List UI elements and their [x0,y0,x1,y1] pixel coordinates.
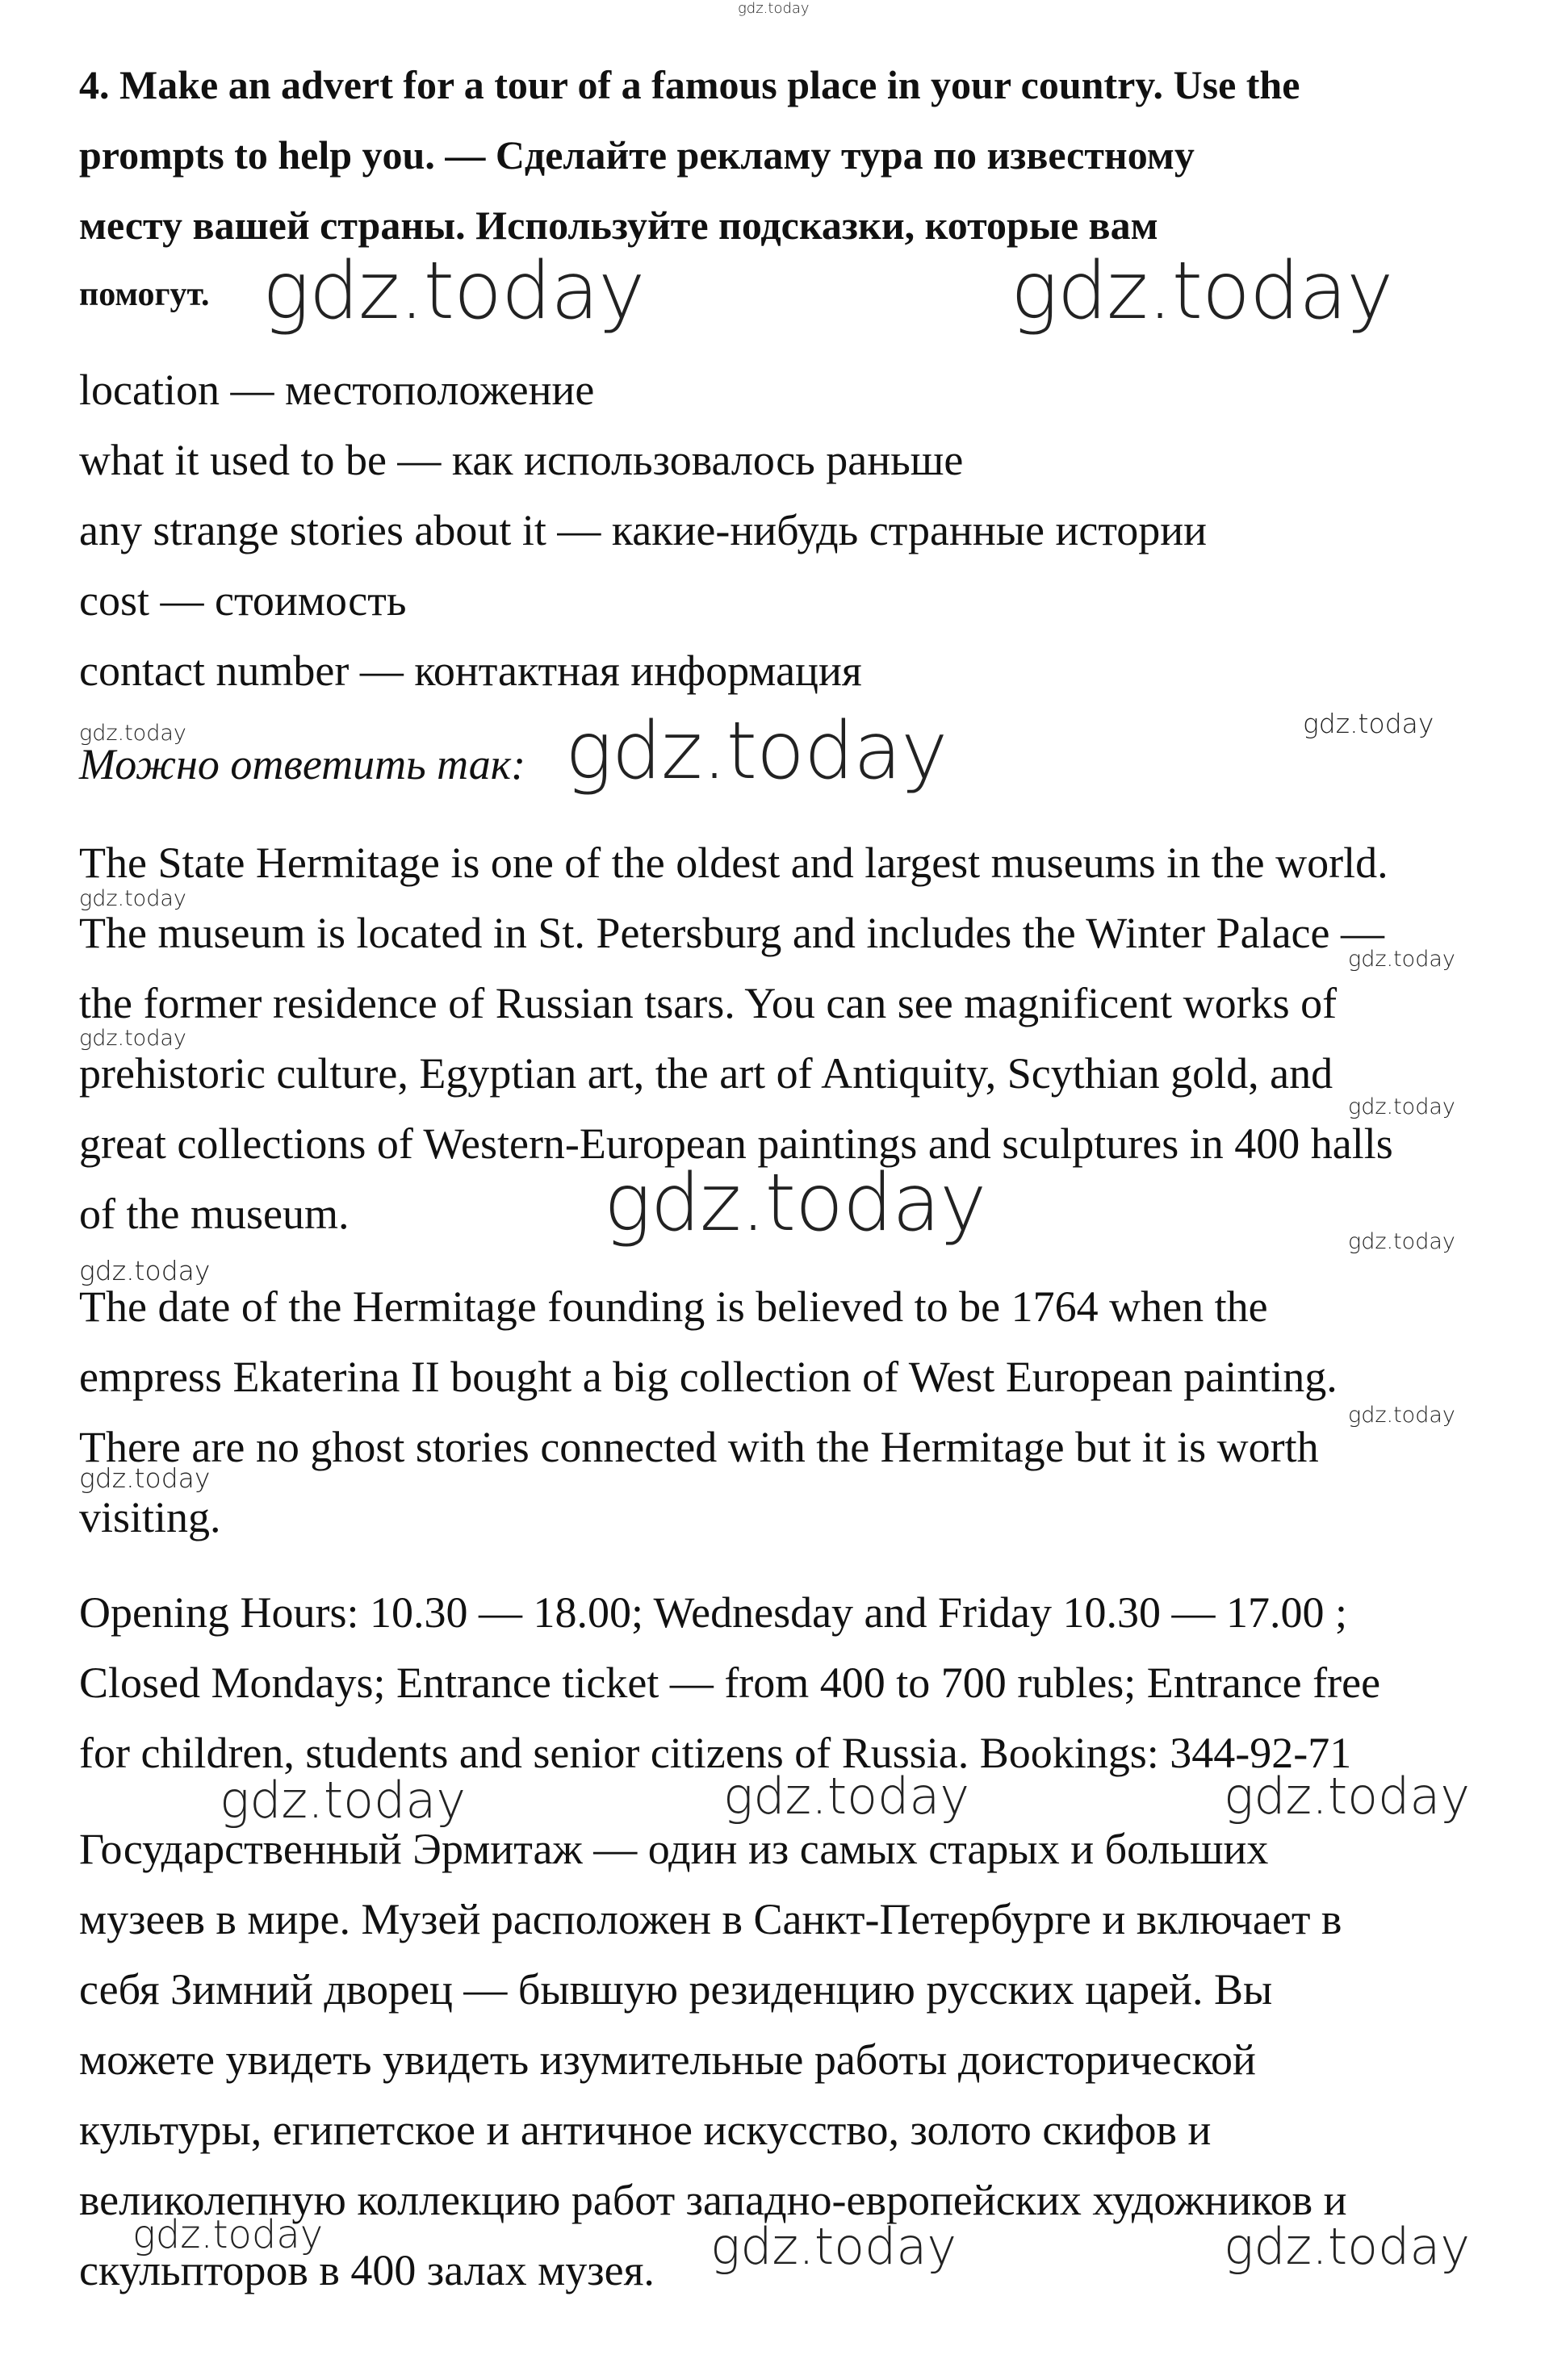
english-line-4: prehistoric culture, Egyptian art, the art of Antiquity, Scythian gold, and [79,1049,1333,1098]
english-line-3: the former residence of Russian tsars. You can see magnificent works of [79,979,1338,1027]
watermark-large: gdz.today [565,705,948,797]
watermark-small: gdz.today [79,721,186,746]
russian-line-3: себя Зимний дворец — бывшую резиденцию русских царей. Вы [79,1965,1273,2014]
task-line-1: 4. Make an advert for a tour of a famous place in your country. Use the [79,62,1300,107]
english-line-7: The date of the Hermitage founding is believed to be 1764 when the [79,1282,1268,1331]
watermark-small: gdz.today [79,1462,211,1494]
info-line-2: Closed Mondays; Entrance ticket — from 400 to 700 rubles; Entrance free [79,1658,1381,1707]
task-line-2: prompts to help you. — Сделайте рекламу тура по известному [79,132,1195,178]
english-line-10: visiting. [79,1493,221,1541]
english-line-1: The State Hermitage is one of the oldest and largest museums in the world. [79,839,1388,887]
watermark-small: gdz.today [79,1255,211,1286]
answer-intro: Можно ответить так: [79,740,526,788]
watermark-top: gdz.today [738,0,810,17]
english-line-8: empress Ekaterina II bought a big collection of West European painting. [79,1353,1338,1401]
task-line-4: помогут. [79,276,210,313]
watermark-medium: gdz.today [723,1767,970,1826]
russian-line-7: скульпторов в 400 залах музея. [79,2246,655,2294]
watermark-small: gdz.today [1348,1094,1455,1119]
prompt-what-it-used-to-be: what it used to be — как использовалось раньше [79,436,964,484]
english-line-9: There are no ghost stories connected with the Hermitage but it is worth [79,1423,1319,1471]
watermark-small: gdz.today [1303,708,1434,739]
english-line-5: great collections of Western-European paintings and sculptures in 400 halls [79,1119,1393,1168]
prompt-contact-number: contact number — контактная информация [79,646,862,695]
watermark-large: gdz.today [604,1157,986,1249]
russian-line-6: великолепную коллекцию работ западно-европейских художников и [79,2176,1347,2224]
info-line-3: for children, students and senior citizens of Russia. Bookings: 344-92-71 [79,1729,1352,1777]
watermark-large: gdz.today [262,245,645,337]
watermark-small: gdz.today [79,886,186,911]
prompt-location: location — местоположение [79,366,595,414]
watermark-small: gdz.today [1348,947,1455,972]
russian-line-2: музеев в мире. Музей расположен в Санкт-Петербурге и включает в [79,1895,1342,1943]
english-line-2: The museum is located in St. Petersburg and includes the Winter Palace — [79,909,1384,957]
russian-line-4: можете увидеть увидеть изумительные работы доисторической [79,2035,1256,2084]
watermark-large: gdz.today [1011,245,1393,337]
watermark-medium: gdz.today [710,2217,957,2276]
info-line-1: Opening Hours: 10.30 — 18.00; Wednesday and Friday 10.30 — 17.00 ; [79,1588,1348,1637]
russian-line-1: Государственный Эрмитаж — один из самых старых и больших [79,1825,1269,1873]
watermark-medium: gdz.today [1224,2217,1471,2276]
prompt-cost: cost — стоимость [79,576,407,625]
watermark-medium: gdz.today [132,2212,324,2257]
english-line-6: of the museum. [79,1190,350,1238]
watermark-medium: gdz.today [1224,1767,1471,1826]
watermark-medium: gdz.today [220,1771,467,1830]
watermark-small: gdz.today [79,1026,186,1051]
watermark-small: gdz.today [1348,1229,1455,1254]
watermark-small: gdz.today [1348,1403,1455,1428]
russian-line-5: культуры, египетское и античное искусство, золото скифов и [79,2106,1212,2154]
prompt-strange-stories: any strange stories about it — какие-нибудь странные истории [79,506,1208,554]
task-line-3: месту вашей страны. Используйте подсказки, которые вам [79,203,1158,248]
